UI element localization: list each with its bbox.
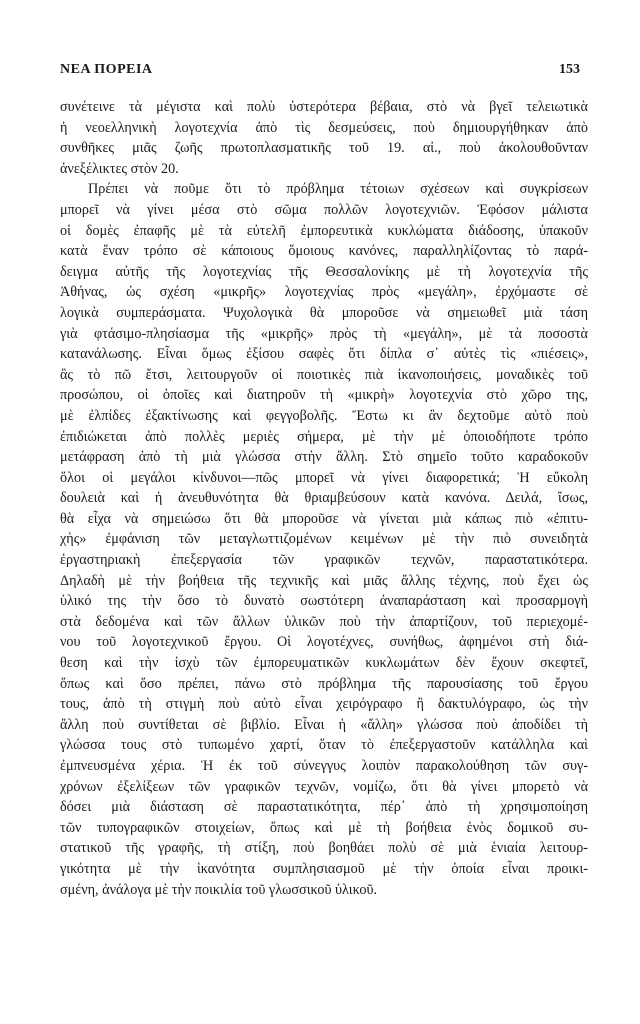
text-line: συνέτεινε τὰ μέγιστα καὶ πολὺ ὑστερότερα βέβαια, στὸ νὰ βγεῖ τελειωτικὰ [60,99,588,115]
text-line: κατὰ ἕναν τρόπο σὲ κάποιους ὅμοιους κανόνες, παραλληλίζοντας τὸ παρά- [60,243,588,260]
paragraph [60,179,588,900]
text-line: Ἀθήνας, ὡς σχέση «μικρῆς» λογοτεχνίας πρὸς «μεγάλη», ἐρχόμαστε σὲ [60,284,588,301]
text-line: Δηλαδὴ μὲ τὴν βοήθεια τῆς τεχνικῆς καὶ μιᾶς ἄλλης τέχνης, ποὺ ἔχει ὡς [60,572,588,589]
text-line: χρόνων ἐξελίξεων τῶν γραφικῶν τεχνῶν, νομίζω, ὅτι θὰ γίνει μπορετὸ νὰ [60,778,588,795]
text-line: ἡ νεοελληνικὴ λογοτεχνία ἀπὸ τὶς δεσμεύσεις, ποὺ δημιουργήθηκαν ἀπὸ [60,119,588,136]
text-line: χὴς» ἐμφάνιση τῶν μεταγλωττιζομένων κειμένων μὲ τὴν πιὸ συνειδητὰ [60,531,588,548]
text-line: θὰ εἶχα νὰ σημειώσω ὅτι θὰ μποροῦσε νὰ γίνεται μιὰ κάπως πιὸ «ἐπιτυ- [60,510,588,527]
text-line: δουλειὰ καὶ ἡ ἀνευθυνότητα θὰ θριαμβεύσουν κατὰ κανόνα. Δειλά, ἴσως, [60,490,588,507]
journal-title: ΝΕΑ ΠΟΡΕΙΑ [60,62,153,77]
text-line: ἐργαστηριακὴ ἐπεξεργασία τῶν γραφικῶν τεχνῶν, παραστατικότερα. [60,552,588,569]
text-line: ὑλικό της τὴν ὅσο τὸ δυνατὸ σωστότερη ἀναπαράσταση καὶ προσαρμογὴ [60,593,588,610]
text-line: νου τοῦ λογοτεχνικοῦ ἔργου. Οἱ λογοτέχνες, συνήθως, ἀφημένοι στὴ διά- [60,634,588,651]
page-number: 153 [559,62,580,77]
text-line: μπορεῖ νὰ γίνει μέσα στὸ σῶμα πολλῶν λογοτεχνιῶν. Ἐφόσον μάλιστα [60,201,588,218]
text-line: μετάφραση ἀπὸ τὴ μιὰ γλώσσα στὴν ἄλλη. Στὸ σημεῖο τοῦτο καραδοκοῦν [60,449,588,466]
text-line: σμένη, ἀνάλογα μὲ τὴν ποικιλία τοῦ γλωσσικοῦ ὑλικοῦ. [60,881,378,898]
text-line: ἐμπνευσμένα χέρια. Ἡ ἐκ τοῦ σύνεγγυς λοιπὸν παρακολούθηση τῶν συγ- [60,758,588,774]
text-line: στὰ δεδομένα καὶ τῶν ἄλλων ὑλικῶν ποὺ τὴν ἀπαρτίζουν, τοῦ περιεχομέ- [60,613,588,630]
text-line: συνθῆκες μιᾶς ζωῆς πρωτοπλασματικῆς τοῦ 19. αἰ., ποὺ ἀκολουθοῦνταν [60,140,588,157]
text-line: οἱ δομὲς ἐπαφῆς μὲ τὰ εὐτελῆ ἐμπορευτικὰ κυκλώματα διάδοσης, ὑπακοῦν [60,222,588,239]
page-header [60,62,580,78]
body-text [60,97,588,900]
text-line: ἄλλη ποὺ συντίθεται σὲ βιβλίο. Εἶναι ἡ «ἄλλη» γλώσσα ποὺ ἀποδίδει τὴ [60,716,588,733]
text-line: Πρέπει νὰ ποῦμε ὅτι τὸ πρόβλημα τέτοιων σχέσεων καὶ συγκρίσεων [88,181,588,198]
text-line: ἐπιδιώκεται ἀπὸ πολλὲς μεριὲς σήμερα, μὲ τὴν μὲ ὁποιοδήποτε τρόπο [60,428,588,445]
text-line: ἂς τὸ πῶ ἔτσι, λειτουργοῦν οἱ ποιοτικὲς πιὰ ἱκανοποιήσεις, μοναδικὲς τοῦ [60,366,588,383]
text-line: μὲ ἐλπίδες ἐξακτίνωσης καὶ φεγγοβολῆς. Ἔστω κι ἂν δεχτοῦμε αὐτὸ ποὺ [60,407,588,424]
text-line: δόσει μιὰ διάσταση σὲ παραστατικότητα, πέρ᾿ ἀπὸ τὴ χρησιμοποίηση [60,799,588,816]
text-line: κατανάλωσης. Εἶναι ὅμως ἐξίσου σαφὲς ὅτι δίπλα σ᾿ αὐτὲς τὶς «πιέσεις», [60,346,588,363]
paragraph [60,97,588,179]
text-line: γλώσσα τους στὸ τυπωμένο χαρτί, ὅταν τὸ ἐπεξεργαστοῦν κατάλληλα καὶ [60,737,588,754]
text-line: γικότητα μὲ τὴν ἱκανότητα συμπλησιασμοῦ μὲ τὴν ὁποία εἶναι προικι- [60,860,588,877]
text-line: ἀνεξέλικτες στὸν 20. [60,160,179,177]
text-line: τους, ἀπὸ τὴ στιγμὴ ποὺ αὐτὸ εἶναι χειρόγραφο ἢ δακτυλόγραφο, ὡς τὴν [60,696,588,713]
text-line: ὅπως καὶ ὅσο πρέπει, πάνω στὸ πρόβλημα τῆς παρουσίασης τοῦ ἔργου [60,675,588,692]
text-line: γιὰ φτάσιμο-πλησίασμα τῆς «μικρῆς» πρὸς τὴ «μεγάλη», μὲ τὰ ποσοστὰ [60,325,588,342]
text-line: ὅλοι οἱ μεγάλοι κίνδυνοι—πῶς μπορεῖ νὰ γίνει διαφορετικά; Ἡ εὔκολη [60,469,588,486]
text-line: λογικὰ συμπεράσματα. Ψυχολογικὰ θὰ μποροῦσε νὰ σημειωθεῖ μιὰ τάση [60,304,588,321]
text-line: στατικοῦ τῆς γραφῆς, τὴ στίξη, ποὺ βοηθάει πολὺ σὲ μιὰ ἑνιαία λειτουρ- [60,840,588,857]
text-line: τῶν τυπογραφικῶν στοιχείων, ὅπως καὶ μὲ τὴ βοήθεια ἑνὸς δομικοῦ συ- [60,819,588,836]
text-line: θεση καὶ τὴν ἰσχὺ τῶν ἐμπορευματικῶν κυκλωμάτων δὲν ἔχουν σκεφτεῖ, [60,655,588,672]
text-line: δειγμα αὐτῆς τῆς λογοτεχνίας τῆς Θεσσαλονίκης μὲ τὴ λογοτεχνία τῆς [60,263,588,280]
text-line: προσώπου, οἱ ὁποῖες καὶ διατηροῦν τὴ «μικρὴ» λογοτεχνία στὸ χῶρο της, [60,387,588,404]
